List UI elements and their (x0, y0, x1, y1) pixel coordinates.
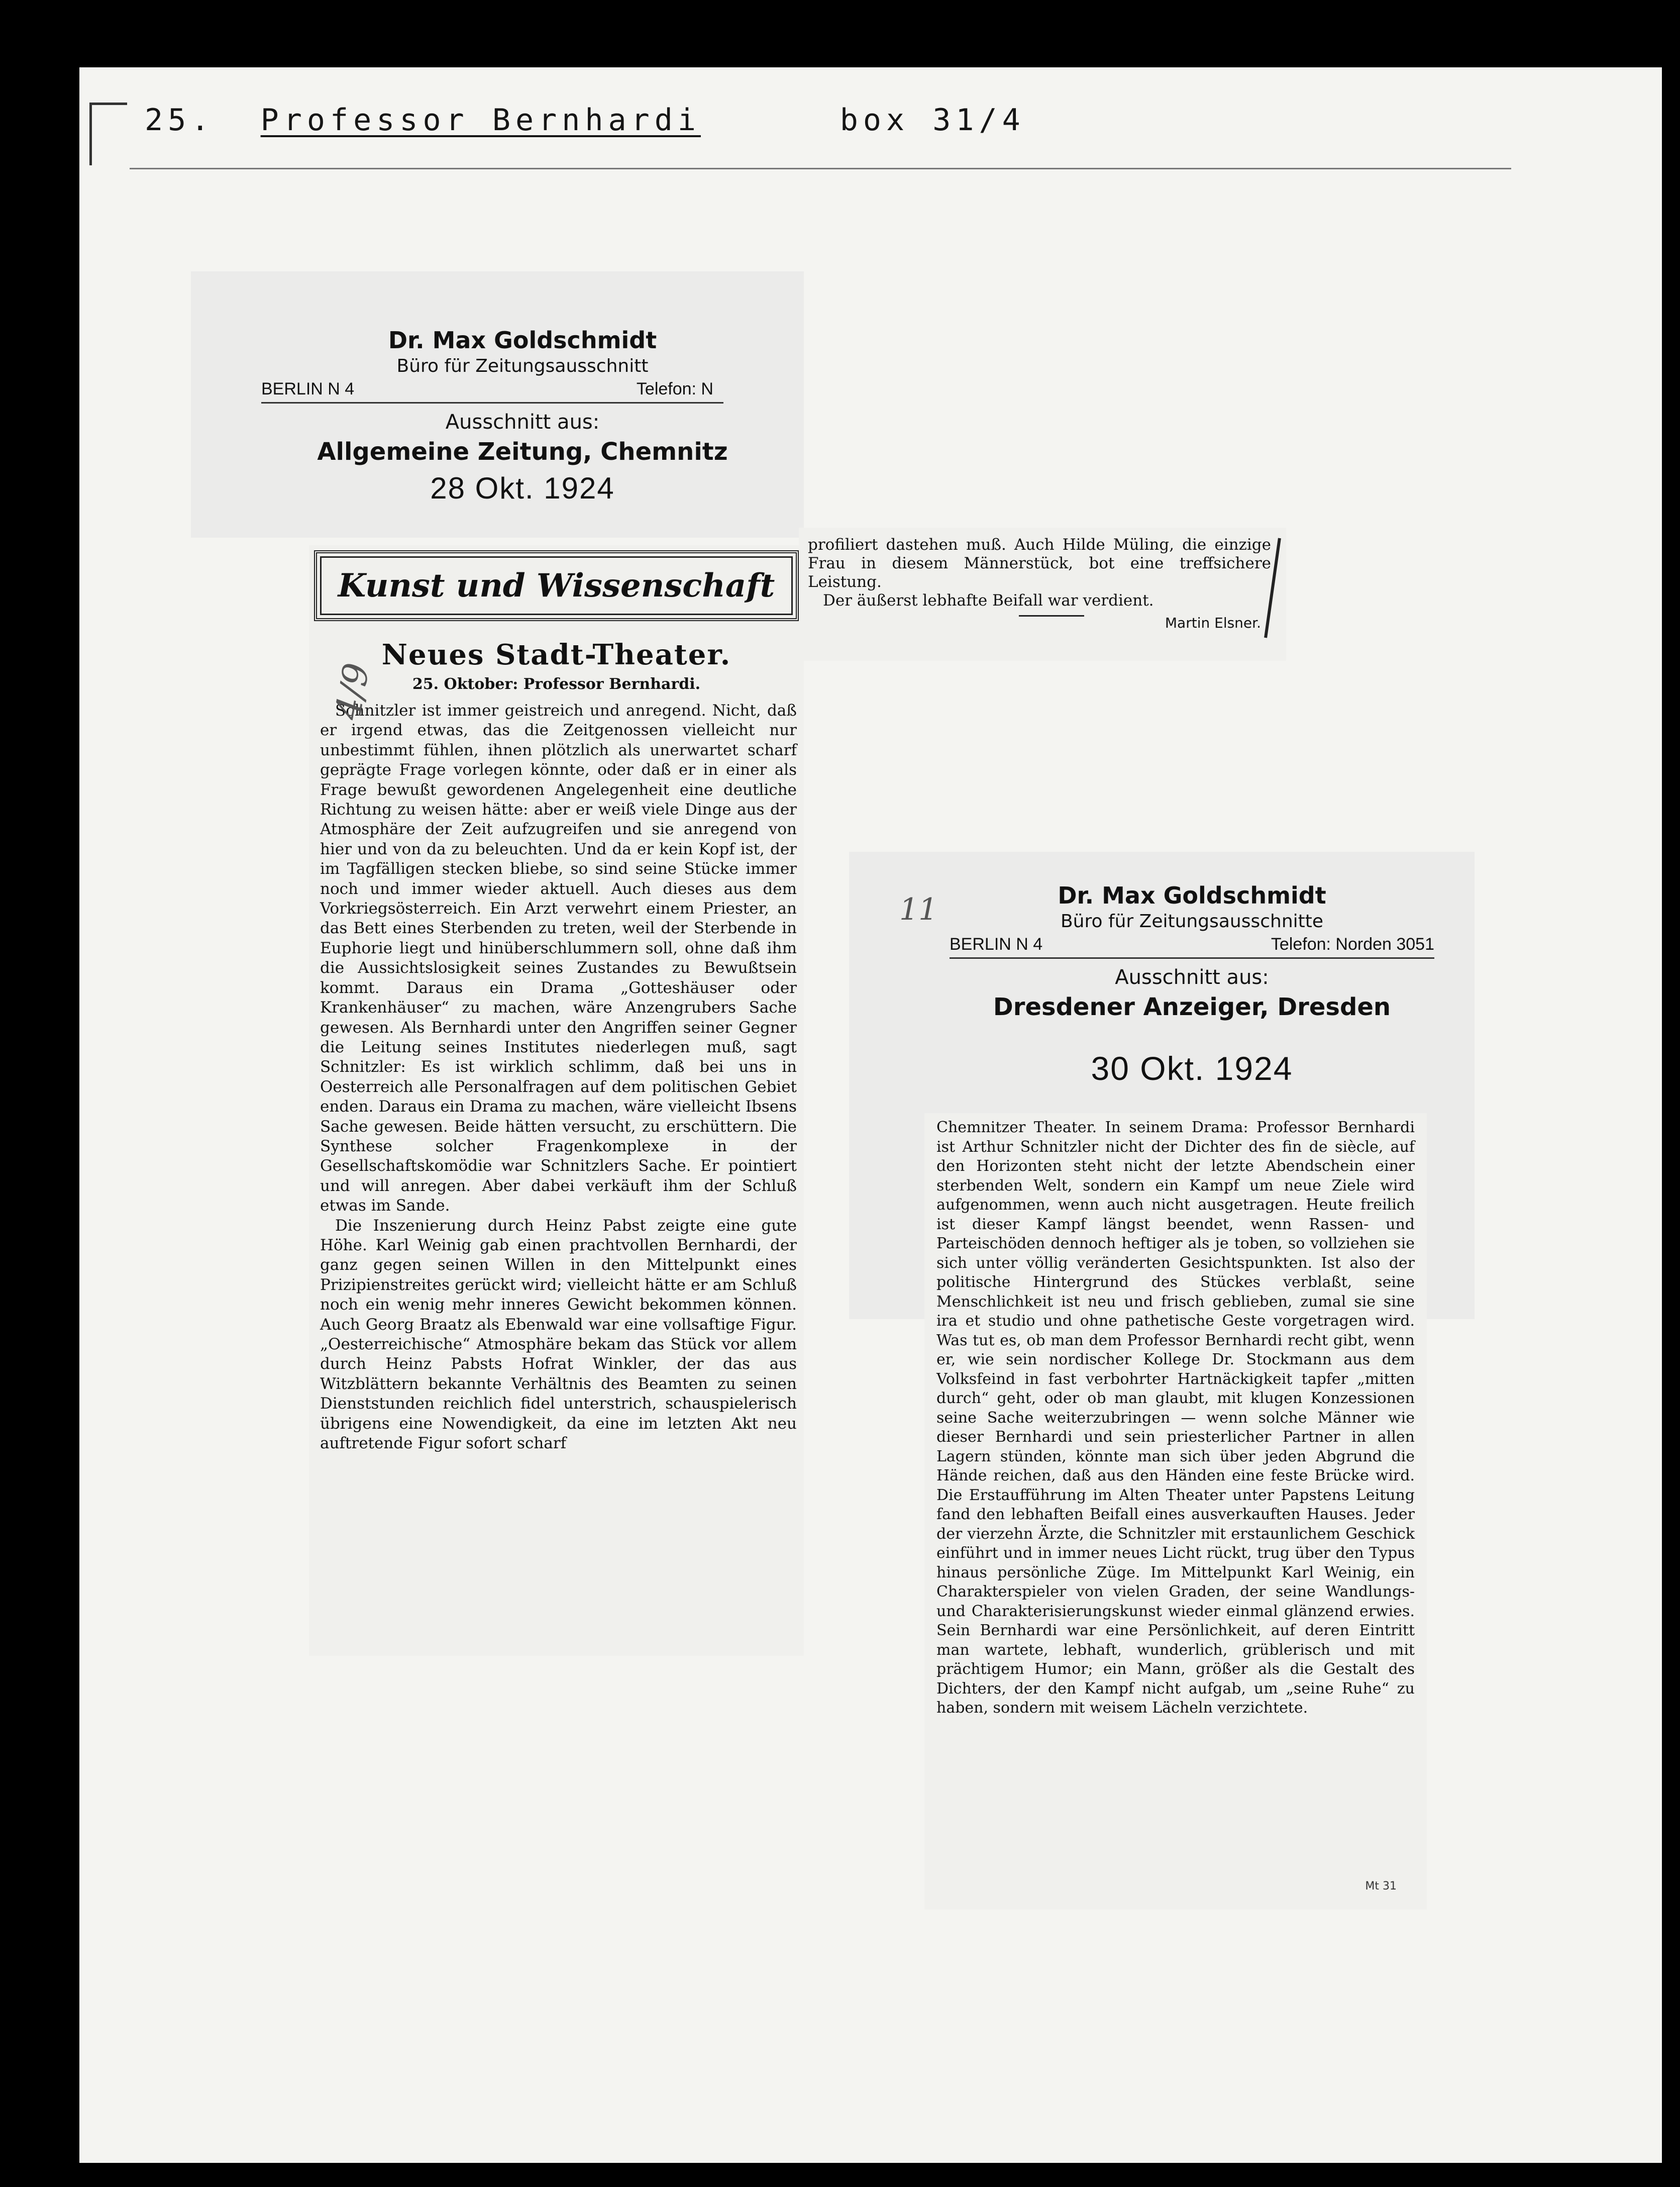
corner-mark (89, 103, 127, 165)
work-title: Professor Bernhardi (260, 103, 701, 138)
item-number: 25. (145, 103, 215, 138)
newspaper-name: Allgemeine Zeitung, Chemnitz (317, 438, 728, 466)
clipping-1-article (309, 545, 804, 1656)
agency-bureau: Büro für Zeitungsausschnitt (396, 356, 649, 376)
agency-city: BERLIN N 4 (950, 935, 1043, 954)
agency-bureau: Büro für Zeitungsausschnitte (1060, 911, 1324, 932)
pencil-note: 4/9 (327, 660, 378, 723)
agency-city: BERLIN N 4 (261, 379, 355, 399)
agency-name: Dr. Max Goldschmidt (1058, 882, 1326, 909)
slip-rule (950, 957, 1434, 959)
clipping-1-agency-slip (191, 271, 804, 538)
author-signature: Martin Elsner. (1165, 615, 1261, 631)
clipping-1-continuation (799, 528, 1286, 661)
performance-subtitle: 25. Oktober: Professor Bernhardi. (412, 675, 701, 693)
agency-address (261, 379, 784, 399)
clipping-2-article (924, 1113, 1427, 1910)
closing-line: Der äußerst lebhafte Beifall war verdient. (823, 591, 1154, 610)
ausschnitt-label: Ausschnitt aus: (445, 411, 600, 434)
slip-rule (261, 402, 723, 404)
clipping-date: 30 Okt. 1924 (1091, 1050, 1293, 1087)
ausschnitt-label: Ausschnitt aus: (1115, 966, 1269, 989)
agency-name: Dr. Max Goldschmidt (388, 327, 657, 354)
agency-address (950, 935, 1434, 954)
clipping-date: 28 Okt. 1924 (430, 471, 615, 505)
section-banner: Kunst und Wissenschaft (314, 550, 799, 621)
archive-header (145, 103, 1025, 138)
continuation-text: profiliert dastehen muß. Auch Hilde Müling, die einzige Frau in diesem Männerstück, bot eine treffsichere Leistung. (808, 536, 1271, 591)
theater-heading: Neues Stadt-Theater. (381, 638, 731, 671)
pencil-note: 11 (899, 892, 938, 927)
agency-telephone: Telefon: N (636, 379, 713, 399)
footer-mark: Mt 31 (1365, 1880, 1397, 1893)
review-paragraph: Schnitzler ist immer geistreich und anregend. Nicht, daß er irgend etwas, das die Zeitgenossen vielleicht nur unbestimmt fühlen, ihnen plötzlich als unerwartet scharf geprägte Frage vorlegen könnte, oder daß er in einer als Frage bewußt gewordenen Angelegenheit eine deutliche Richtung zu weisen hätte: aber er weiß viele Dinge aus der Atmosphäre der Zeit aufzugreifen und sie anregend von hier und von da zu beleuchten. Und da er kein Kopf ist, der im Tagfälligen stecken bliebe, so sind seine Stücke immer noch und immer wieder aktuell. Auch dieses aus dem Vorkriegsösterreich. Ein Arzt verwehrt einem Priester, an das Bett eines Sterbenden zu treten, weil der Sterbende in Euphorie liegt und hinüberschlummern soll, ohne daß ihm die Aussichtslosigkeit seines Zustandes zu Bewußtsein kommt. Daraus ein Drama „Gotteshäuser oder Krankenhäuser“ zu machen, wäre Anzengrubers Sache gewesen. Als Bernhardi unter den Angriffen seiner Gegner die Leitung seines Institutes niederlegen muß, sagt Schnitzler: Es ist wirklich schlimm, daß bei uns in Oesterreich alle Personalfragen auf dem politischen Gebiet enden. Daraus ein Drama zu machen, wäre vielleicht Ibsens Sache gewesen. Beide hätten versucht, zu erschüttern. Die Synthese solcher Fragenkomplexe in der Gesellschaftskomödie war Schnitzlers Sache. Er pointiert und will anregen. Aber dabei verkäuft ihm der Schluß etwas im Sande. (320, 702, 797, 1215)
agency-telephone: Telefon: Norden 3051 (1271, 935, 1434, 954)
newspaper-name: Dresdener Anzeiger, Dresden (993, 993, 1391, 1021)
box-label: box 31/4 (839, 103, 1025, 138)
header-rule (130, 168, 1511, 169)
review-paragraph: Die Inszenierung durch Heinz Pabst zeigte eine gute Höhe. Karl Weinig gab einen prachtvollen Bernhardi, der ganz gegen seinen Willen in den Mittelpunkt eines Prizipienstreites gerückt wird; vielleicht hätte er am Schluß noch ein wenig mehr inneres Gewicht bekommen können. Auch Georg Braatz als Ebenwald war eine vollsaftige Figur. „Oesterreichische“ Atmosphäre bekam das Stück vor allem durch Heinz Pabsts Hofrat Winkler, der das aus Witzblättern bekannte Verhältnis des Beamten zu seinen Dienststunden reichlich fidel unterstrich, schauspielerisch übrigens eine Nowendigkeit, da eine im letzten Akt neu auftretende Figur sofort scharf (320, 1216, 797, 1453)
review-paragraph: Chemnitzer Theater. In seinem Drama: Professor Bernhardi ist Arthur Schnitzler nicht der Dichter des fin de siècle, auf den Horizonten steht nicht der letzte Abendschein einer sterbenden Welt, sondern ein Kampf um neue Ziele wird aufgenommen, wenn auch nicht ausgetragen. Heute freilich ist dieser Kampf längst beendet, wenn Rassen- und Parteischöden dennoch heftiger als je toben, so vollziehen sie sich unter völlig veränderten Gesichtspunkten. Ist also der politische Hintergrund des Stückes verblaßt, seine Menschlichkeit ist neu und frisch geblieben, zumal sie sine ira et studio und ohne pathetische Geste vorgetragen wird. Was tut es, ob man dem Professor Bernhardi recht gibt, wenn er, wie sein nordischer Kollege Dr. Stockmann aus dem Volksfeind in fast verbohrter Hartnäckigkeit tapfer „mitten durch“ geht, oder ob man glaubt, mit klugen Konzessionen seine Sache weiterzubringen — wenn solche Männer wie dieser Bernhardi und sein priesterlicher Partner in allen Lagern stünden, könnte man sich über jeden Abgrund die Hände reichen, daß aus den Händen eine feste Brücke wird. Die Erstaufführung im Alten Theater unter Papstens Leitung fand den lebhaften Beifall eines ausverkauften Hauses. Jeder der vierzehn Ärzte, die Schnitzler mit erstaunlichem Geschick einführt und in immer neues Licht rückt, trug über den Typus hinaus persönliche Züge. Im Mittelpunkt Karl Weinig, ein Charakterspieler von vielen Graden, der seine Wandlungs- und Charakterisierungskunst wieder einmal glänzend erwies. Sein Bernhardi war eine Persönlichkeit, auf deren Eintritt man wartete, lebhaft, wunderlich, grüblerisch und mit prächtigem Humor; ein Mann, größer als die Gestalt des Dichters, der den Kampf nicht aufgab, um „seine Ruhe“ zu haben, sondern mit weisem Lächeln verzichtete. (936, 1119, 1415, 1717)
review-body (309, 693, 804, 1453)
review-body (936, 1118, 1415, 1718)
